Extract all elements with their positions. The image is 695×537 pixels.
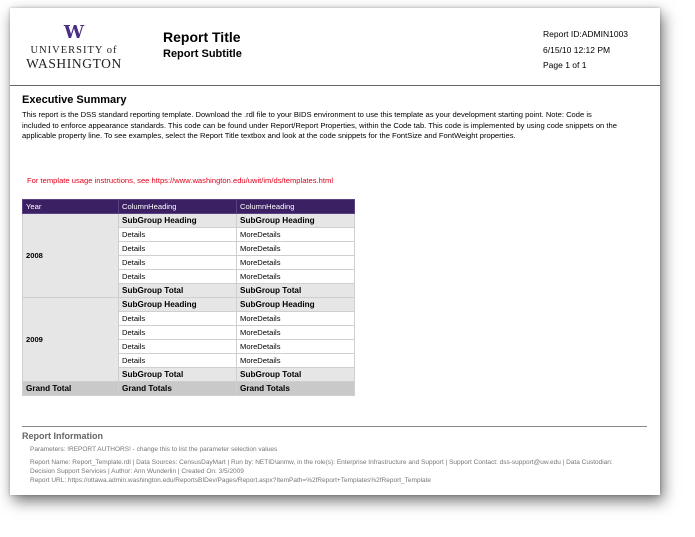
grand-total-label: Grand Total bbox=[23, 382, 119, 396]
header-divider bbox=[10, 85, 660, 86]
grand-total-row bbox=[23, 382, 355, 396]
subgroup-total: SubGroup Total bbox=[237, 368, 355, 382]
report-details: Report Name: Report_Template.rdl | Data Sources: CensusDayMart | Run by: NETID\anmw, in the role(s): Enterprise Infrastructure and Support | Support Contact: dss-support@uw.edu | Data Custodian: Decision Support Services | Author: Ann Wunderlin | Created On: 3/5/2009 bbox=[30, 459, 613, 475]
detail-cell: Details bbox=[119, 340, 237, 354]
subgroup-heading-row bbox=[23, 298, 355, 312]
detail-cell: Details bbox=[119, 242, 237, 256]
report-url: Report URL: https://ottawa.admin.washington.edu/ReportsBIDev/Pages/Report.aspx?ItemPath=%2fReport+Templates%2fReport_Template bbox=[30, 477, 432, 484]
report-datetime: 6/15/10 12:12 PM bbox=[543, 44, 611, 55]
subgroup-total: SubGroup Total bbox=[237, 284, 355, 298]
detail-cell: Details bbox=[119, 228, 237, 242]
report-id: Report ID:ADMIN1003 bbox=[543, 29, 629, 39]
detail-cell: MoreDetails bbox=[237, 242, 355, 256]
table-header-row bbox=[23, 200, 355, 214]
uw-logo-washington: WASHINGTON bbox=[26, 56, 122, 71]
report-subtitle: Report Subtitle bbox=[163, 48, 242, 60]
template-instructions-link[interactable]: For template usage instructions, see https://www.washington.edu/uwit/im/ds/templates.html bbox=[27, 176, 334, 185]
report-parameters: Parameters: !REPORT AUTHORS! - change this to list the parameter selection values bbox=[30, 446, 278, 453]
executive-summary-text: This report is the DSS standard reporting template. Download the .rdl file to your BIDS environment to use this template as your development starting point. Note: Code is included to enforce appearance standards. This code can be found under Report/Report Properties, within the Code tab. This code is implemented by using code snippets on the applicable property line. To see examples, select the Report Title textbox and look at the code snippets for the FontSize and FontWeight properties. bbox=[22, 110, 617, 141]
subgroup-heading: SubGroup Heading bbox=[237, 214, 355, 228]
detail-cell: MoreDetails bbox=[237, 354, 355, 368]
report-information-heading: Report Information bbox=[22, 431, 103, 441]
year-cell: 2008 bbox=[23, 214, 119, 298]
report-page bbox=[10, 8, 660, 495]
report-meta bbox=[543, 27, 628, 74]
subgroup-total: SubGroup Total bbox=[119, 284, 237, 298]
report-table bbox=[22, 199, 355, 396]
subgroup-heading: SubGroup Heading bbox=[119, 298, 237, 312]
uw-logo-university: UNIVERSITY of bbox=[30, 45, 118, 56]
uw-logo bbox=[24, 24, 124, 72]
executive-summary-heading: Executive Summary bbox=[22, 94, 127, 106]
column-header: ColumnHeading bbox=[237, 200, 355, 214]
page-indicator: Page 1 of 1 bbox=[543, 60, 587, 70]
subgroup-heading-row bbox=[23, 214, 355, 228]
detail-cell: MoreDetails bbox=[237, 270, 355, 284]
footer-divider bbox=[22, 426, 647, 427]
detail-cell: Details bbox=[119, 312, 237, 326]
subgroup-heading: SubGroup Heading bbox=[119, 214, 237, 228]
grand-total-value: Grand Totals bbox=[237, 382, 355, 396]
detail-cell: MoreDetails bbox=[237, 340, 355, 354]
subgroup-heading: SubGroup Heading bbox=[237, 298, 355, 312]
detail-cell: MoreDetails bbox=[237, 326, 355, 340]
grand-total-value: Grand Totals bbox=[119, 382, 237, 396]
detail-cell: MoreDetails bbox=[237, 312, 355, 326]
year-cell: 2009 bbox=[23, 298, 119, 382]
detail-cell: Details bbox=[119, 270, 237, 284]
column-header-year: Year bbox=[23, 200, 119, 214]
detail-cell: MoreDetails bbox=[237, 256, 355, 270]
detail-cell: Details bbox=[119, 354, 237, 368]
detail-cell: Details bbox=[119, 256, 237, 270]
report-title: Report Title bbox=[163, 29, 241, 45]
detail-cell: Details bbox=[119, 326, 237, 340]
detail-cell: MoreDetails bbox=[237, 228, 355, 242]
column-header: ColumnHeading bbox=[119, 200, 237, 214]
subgroup-total: SubGroup Total bbox=[119, 368, 237, 382]
uw-logo-w: W bbox=[63, 22, 85, 43]
